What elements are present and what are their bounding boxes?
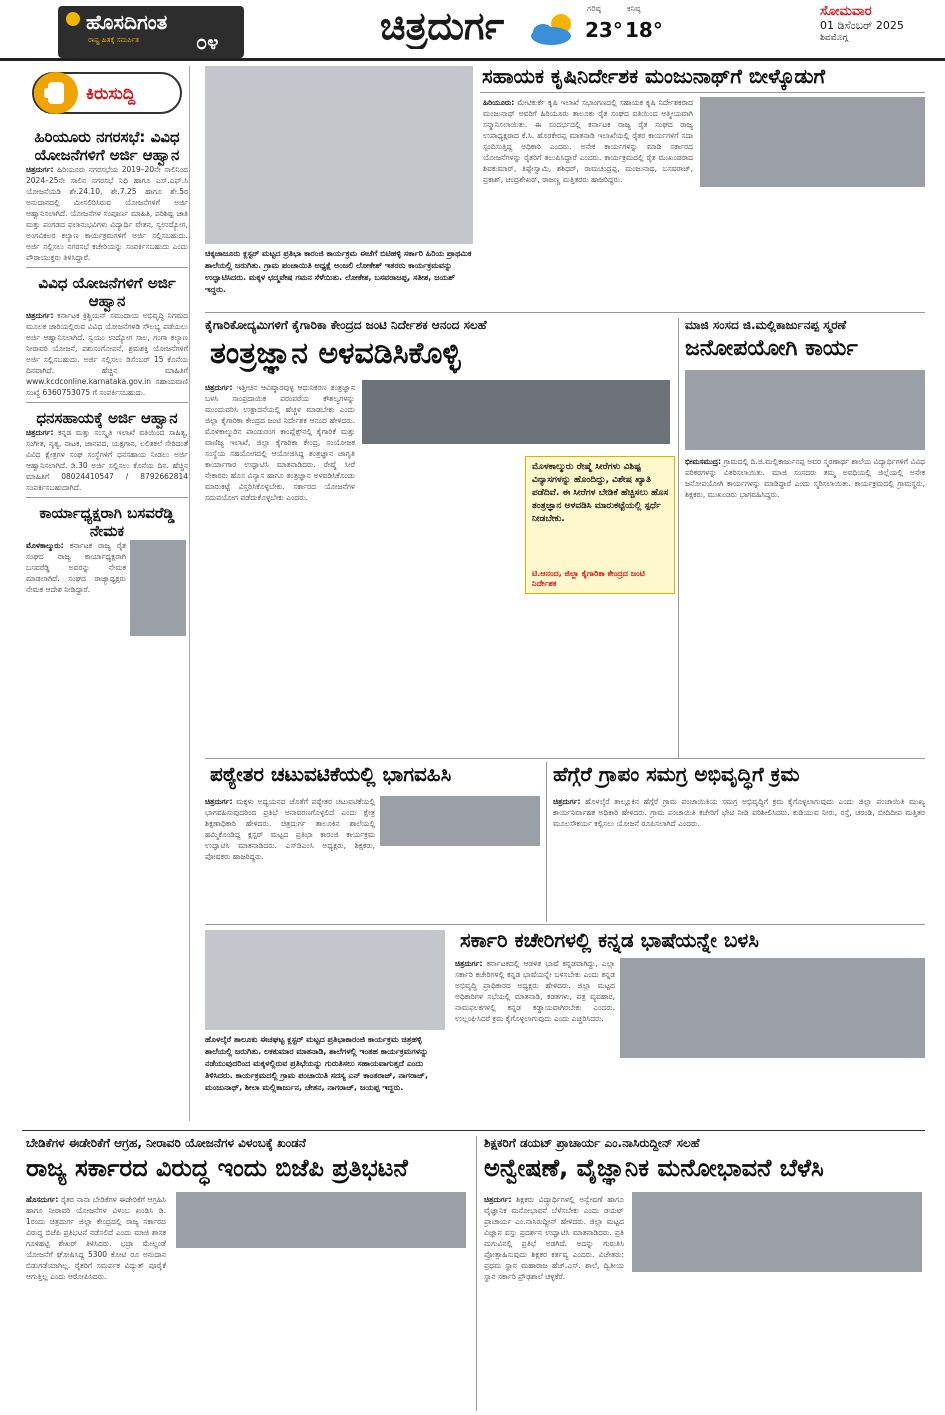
masthead-rule	[0, 58, 945, 61]
story-body: ಚಿತ್ರದುರ್ಗ: ಇತ್ತೀಚಿನ ಆವಿಷ್ಕಾರವುಳ್ಳ ಆಧುನಿಕರಣ ತಂತ್ರಜ್ಞಾನ ಬಳಸಿ ಸಾಂಪ್ರದಾಯಿಕ ಪರಂಪರೆಯ ಕೌಶಲ್ಯಗಳನ್ನು ಮುಂದುವರಿಸಿ ಉತ್ಪಾದನೆಯಲ್ಲಿ ಹೆಚ್ಚಳ ಮಾಡಬೇಕು ಎಂದು ಜಿಲ್ಲಾ ಕೈಗಾರಿಕಾ ಕೇಂದ್ರದ ಜಂಟಿ ನಿರ್ದೇಶಕ ಆನಂದ ಹೇಳಿದರು. ಮೊಳಕಾಲ್ಮುರಿನ ಪಾಂಡುರಂಗ ಕಾಂಪ್ಲೆಕ್ಸ್‌ನಲ್ಲಿ ಕೈಗಾರಿಕೆ ಮತ್ತು ವಾಣಿಜ್ಯ ಇಲಾಖೆ, ಜಿಲ್ಲಾ ಕೈಗಾರಿಕಾ ಕೇಂದ್ರ, ಸಂಯೋಜಕ ಸಂಸ್ಥೆಯ ಸಹಯೋಗದಲ್ಲಿ ಆಯೋಜಿಸಿದ್ದ ತಂತ್ರಜ್ಞಾನ ಜಾಗೃತಿ ಕಾರ್ಯಾಗಾರ ಉದ್ಘಾಟಿಸಿ ಮಾತನಾಡಿದರು. ರೇಷ್ಮೆ ಸೀರೆ ನೇಕಾರರು ಹೊಸ ವಿನ್ಯಾಸ ಹಾಗೂ ತಂತ್ರಜ್ಞಾನ ಅಳವಡಿಸಿಕೊಂಡು ಮಾರುಕಟ್ಟೆ ವಿಸ್ತರಿಸಿಕೊಳ್ಳಬೇಕು. ಸರ್ಕಾರದ ಯೋಜನೆಗಳ ಸದುಪಯೋಗ ಪಡೆದುಕೊಳ್ಳಬೇಕು ಎಂದರು.	[205, 383, 355, 502]
brief-body: ಚಿತ್ರದುರ್ಗ: ಕರ್ನಾಟಕ ಕ್ರಿಶ್ಚಿಯನ್ ಸಮುದಾಯ ಅಭಿವೃದ್ಧಿ ನಿಗಮದ ಮೂಲಕ ಜಾರಿಯಲ್ಲಿರುವ ವಿವಿಧ ಯೋಜನೆಗಳಡಿ ಸೌಲಭ್ಯ ಪಡೆಯಲು ಅರ್ಜಿ ಆಹ್ವಾನಿಸಲಾಗಿದೆ. ಸ್ವಯಂ ಉದ್ಯೋಗ ಸಾಲ, ಗಂಗಾ ಕಲ್ಯಾಣ ನೀರಾವರಿ ಯೋಜನೆ, ಪಶುಸಂಗೋಪನೆ, ಶ್ರಮಶಕ್ತಿ ಯೋಜನೆಗಳಿಗೆ ಅರ್ಜಿ ಸಲ್ಲಿಸಬಹುದು. ಅರ್ಜಿ ಸಲ್ಲಿಸಲು ಡಿಸೆಂಬರ್ 15 ಕೊನೆಯ ದಿನವಾಗಿದೆ. ಹೆಚ್ಚಿನ ಮಾಹಿತಿಗೆ www.kcdconline.karnataka.gov.in ಸಹಾಯವಾಣಿ ಸಂಖ್ಯೆ 6360753075 ಗೆ ಸಂಪರ್ಕಿಸಬಹುದು.	[26, 311, 188, 397]
photo-caption: ಹೊಳಲ್ಕೆರೆ ತಾಲೂಕು ಈಚಘಟ್ಟ ಕ್ಲಸ್ಟರ್ ಮಟ್ಟದ ಪ್ರತಿಭಾಕಾರಂಜಿ ಕಾರ್ಯಕ್ರಮ ಚಿತ್ರಹಳ್ಳಿ ಶಾಲೆಯಲ್ಲಿ ಜರುಗಿತು. ಲಕಕುಮಾರ ಮಾತನಾಡಿ, ಶಾಲೆಗಳಲ್ಲಿ ಇಂತಹ ಕಾರ್ಯಕ್ರಮಗಳನ್ನು ನಡೆಯುವುದರಿಂದ ಮಕ್ಕಳಲ್ಲಿರುವ ಪ್ರತಿಭೆಯನ್ನು ಗುರುತಿಸಲು ಸಹಾಯವಾಗುತ್ತದೆ ಎಂದು ತಿಳಿಸಿದರು. ಕಾರ್ಯಕ್ರಮದಲ್ಲಿ ಗ್ರಾಮ ಪಂಚಾಯಿತಿ ಸದಸ್ಯ ಎನ್ ಕಾಂತರಾಜ್, ನಾಗರಾಜ್, ಮಂಜುನಾಥ್, ಶೀಲಾ ಮಲ್ಲಿಕಾರ್ಜುನ, ಚೇತನ, ನಾಗರಾಜ್, ಜಯಪ್ಪ ಇದ್ದರು.	[205, 1035, 429, 1092]
story-body: ಚಿತ್ರದುರ್ಗ: ಹೊಳಲ್ಕೆರೆ ತಾಲ್ಲೂಕಿನ ಹೆಗ್ಗೆರೆ ಗ್ರಾಮ ಪಂಚಾಯಿತಿಯ ಸಮಗ್ರ ಅಭಿವೃದ್ಧಿಗೆ ಕ್ರಮ ಕೈಗೊಳ್ಳಲಾಗುವುದು ಎಂದು ಜಿಲ್ಲಾ ಪಂಚಾಯಿತಿ ಮುಖ್ಯ ಕಾರ್ಯನಿರ್ವಾಹಕ ಅಧಿಕಾರಿ ಹೇಳಿದರು. ಗ್ರಾಮ ಪಂಚಾಯಿತಿ ಕಚೇರಿಗೆ ಭೇಟಿ ನೀಡಿ ಪರಿಶೀಲಿಸಿದರು. ಕುಡಿಯುವ ನೀರು, ರಸ್ತೆ, ಚರಂಡಿ, ಬೀದಿದೀಪ ಮತ್ತಿತರ ಮೂಲಸೌಕರ್ಯ ಕಲ್ಪಿಸಲು ಯೋಜನೆ ರೂಪಿಸಲಾಗಿದೆ ಎಂದರು.	[553, 797, 925, 828]
photo-bjp-press	[176, 1192, 466, 1248]
briefs-section-header	[32, 72, 182, 114]
story-kicker: ಬೇಡಿಕೆಗಳ ಈಡೇರಿಕೆಗೆ ಆಗ್ರಹ, ನೀರಾವರಿ ಯೋಜನೆಗಳ ವಿಳಂಬಕ್ಕೆ ಖಂಡನೆ	[26, 1136, 306, 1150]
hand-icon	[34, 72, 78, 114]
divider	[678, 318, 679, 758]
portrait-photo	[130, 540, 186, 636]
photo-caption: ಚಿಕ್ಕಜಾಜೂರು ಕ್ಲಸ್ಟರ್ ಮಟ್ಟದ ಪ್ರತಿಭಾ ಕಾರಂಜಿ ಕಾರ್ಯಕ್ರಮ ಈಚೆಗೆ ಬಿಟಿಹಳ್ಳಿ ಸರ್ಕಾರಿ ಹಿರಿಯ ಪ್ರಾಥಮಿಕ ಶಾಲೆಯಲ್ಲಿ ಜರುಗಿತು. ಗ್ರಾಮ ಪಂಚಾಯಿತಿ ಅಧ್ಯಕ್ಷೆ ಅಂಜಲಿ ಲೋಕೇಶ್ ಇತರರು ಕಾರ್ಯಕ್ರಮವನ್ನು ಉದ್ಘಾಟಿಸಿದರು. ಮಕ್ಕಳ ಛದ್ಮವೇಷ ಗಮನ ಸೆಳೆಯಿತು. ಲೋಕೇಶ, ಬಸವರಾಜಪ್ಪ, ಸತೀಶ, ಜಯಶ್ ಇದ್ದರು.	[205, 249, 472, 294]
story-headline: ರಾಜ್ಯ ಸರ್ಕಾರದ ವಿರುದ್ಧ ಇಂದು ಬಿಜೆಪಿ ಪ್ರತಿಭಟನೆ	[26, 1154, 408, 1182]
divider	[22, 1130, 925, 1131]
city-title: ಚಿತ್ರದುರ್ಗ	[380, 4, 505, 48]
min-temp-label: ಕನಿಷ್ಠ	[627, 4, 641, 13]
story-headline: ಅನ್ವೇಷಣೆ, ವೈಜ್ಞಾನಿಕ ಮನೋಭಾವನೆ ಬೆಳೆಸಿ	[484, 1154, 824, 1182]
brand-tagline: ರಾಷ್ಟ್ರ ಹಿತಕ್ಕೆ ಸಮರ್ಪಿತ	[88, 36, 139, 44]
story-kicker: ಕೈಗಾರಿಕೋದ್ಯಮಿಗಳಿಗೆ ಕೈಗಾರಿಕಾ ಕೇಂದ್ರದ ಜಂಟಿ ನಿರ್ದೇಶಕ ಆನಂದ ಸಲಹೆ	[205, 318, 487, 332]
photo-school-event	[205, 66, 473, 244]
temperature-block	[585, 4, 685, 48]
pull-quote	[525, 456, 675, 594]
photo-kannada-meeting	[620, 958, 925, 1058]
weekday: ಸೋಮವಾರ	[820, 4, 872, 19]
brand-name: ಹೊಸದಿಗಂತ	[86, 10, 168, 34]
weather-icon	[525, 10, 585, 50]
brief-body: ಚಿತ್ರದುರ್ಗ: ಹಿರಿಯೂರು ನಗರಸಭೆಯ 2019–20ನೇ ಸಾಲಿನಿಂದ 2024–25ನೇ ಸಾಲಿನ ನಗರಸಭೆ ನಿಧಿ ಹಾಗೂ ಎಸ್.ಎಫ್.ಸಿ ಯೋಜನೆಯಡಿ ಶೇ.24.10, ಶೇ.7.25 ಹಾಗೂ ಶೇ.5ರ ಅನುದಾನದಲ್ಲಿ ಮೀಸಲಿರಿಸಿರುವ ಯೋಜನೆಗಳಿಗೆ ಅರ್ಜಿ ಆಹ್ವಾನಿಸಲಾಗಿದೆ. ಯೋಜನೆಗಳ ಸಂಪೂರ್ಣ ಮಾಹಿತಿ, ಪರಿಶಿಷ್ಟ ಜಾತಿ ಮತ್ತು ಪಂಗಡದ ಫಲಾನುಭವಿಗಳು ವಿದ್ಯಾರ್ಥಿ ವೇತನ, ಸ್ವಉದ್ಯೋಗ, ಅಂಗವಿಕಲರ ಕಲ್ಯಾಣ ಕಾರ್ಯಕ್ರಮಗಳಿಗೆ ಅರ್ಜಿ ಸಲ್ಲಿಸಬಹುದು. ಅರ್ಜಿ ಸಲ್ಲಿಸಲು ನಗರಸಭೆ ಕಚೇರಿಯನ್ನು ಸಂಪರ್ಕಿಸಬಹುದು ಎಂದು ಪೌರಾಯುಕ್ತರು ತಿಳಿಸಿದ್ದಾರೆ.	[26, 165, 188, 262]
date-block	[820, 4, 940, 48]
edition-place: ಶಿವಮೊಗ್ಗ	[820, 33, 848, 43]
brief-body: ಮೊಳಕಾಲ್ಮುರು: ಕರ್ನಾಟಕ ರಾಜ್ಯ ರೈತ ಸಂಘದ ರಾಜ್ಯ ಕಾರ್ಯಾಧ್ಯಕ್ಷರಾಗಿ ಬಸವರೆಡ್ಡಿ ಅವರನ್ನು ನೇಮಕ ಮಾಡಲಾಗಿದೆ. ಸಂಘದ ರಾಜ್ಯಾಧ್ಯಕ್ಷರು ನೇಮಕ ಆದೇಶ ನೀಡಿದ್ದಾರೆ.	[26, 541, 126, 594]
photo-talent-program	[205, 930, 445, 1030]
brief-body: ಚಿತ್ರದುರ್ಗ: ಕನ್ನಡ ಮತ್ತು ಸಂಸ್ಕೃತಿ ಇಲಾಖೆ ವತಿಯಿಂದ ಸಾಹಿತ್ಯ, ಸಂಗೀತ, ನೃತ್ಯ, ನಾಟಕ, ಜಾನಪದ, ಯಕ್ಷಗಾನ, ಲಲಿತಕಲೆ ಸೇರಿದಂತೆ ವಿವಿಧ ಕ್ಷೇತ್ರಗಳ ಸಂಘ ಸಂಸ್ಥೆಗಳಿಗೆ ಧನಸಹಾಯ ನೀಡಲು ಅರ್ಜಿ ಆಹ್ವಾನಿಸಲಾಗಿದೆ. ಡಿ.30 ಅರ್ಜಿ ಸಲ್ಲಿಸಲು ಕೊನೆಯ ದಿನ. ಹೆಚ್ಚಿನ ಮಾಹಿತಿಗೆ 08024410547 / 8792662814 ಸಂಪರ್ಕಿಸಬಹುದಾಗಿದೆ.	[26, 428, 189, 492]
story-kicker: ಶಿಕ್ಷಕರಿಗೆ ಡಯಟ್ ಪ್ರಾಚಾರ್ಯ ಎಂ.ನಾಸಿರುದ್ದೀನ್ ಸಲಹೆ	[484, 1136, 700, 1150]
page-number: ೦೪	[196, 30, 219, 54]
story-headline: ತಂತ್ರಜ್ಞಾನ ಅಳವಡಿಸಿಕೊಳ್ಳಿ	[210, 336, 461, 371]
divider	[476, 1136, 477, 1411]
max-temp: 23°	[585, 18, 623, 42]
photo-memorial	[685, 370, 925, 450]
quote-text: ಮೊಳಕಾಲ್ಮುರು ರೇಷ್ಮೆ ಸೀರೆಗಳು ವಿಶಿಷ್ಟ ವಿನ್ಯಾಸಗಳನ್ನು ಹೊಂದಿದ್ದು, ವಿಶೇಷ ಖ್ಯಾತಿ ಪಡೆದಿವೆ. ಈ ಸೀರೆಗಳ ಬೇಡಿಕೆ ಹೆಚ್ಚಿಸಲು ಹೊಸ ತಂತ್ರಜ್ಞಾನ ಅಳವಡಿಸಿ ಮಾರುಕಟ್ಟೆಯಲ್ಲಿ ಸ್ಪರ್ಧೆ ನೀಡಬೇಕು.	[532, 462, 669, 524]
photo-workshop	[362, 380, 670, 444]
date: 01 ಡಿಸೆಂಬರ್ 2025	[820, 19, 904, 32]
story-headline: ಜನೋಪಯೋಗಿ ಕಾರ್ಯ	[685, 336, 858, 361]
briefs-section-label: ಕಿರುಸುದ್ದಿ	[86, 84, 136, 104]
story-body: ಚಿತ್ರದುರ್ಗ: ಶಿಕ್ಷಕರು ವಿದ್ಯಾರ್ಥಿಗಳಲ್ಲಿ ಅನ್ವೇಷಣೆ ಹಾಗೂ ವೈಜ್ಞಾನಿಕ ಮನೋಭಾವನೆ ಬೆಳೆಸಬೇಕು ಎಂದು ಡಯಟ್ ಪ್ರಾಚಾರ್ಯ ಎಂ.ನಾಸಿರುದ್ದೀನ್ ಹೇಳಿದರು. ಜಿಲ್ಲಾ ಮಟ್ಟದ ವಿಜ್ಞಾನ ವಸ್ತು ಪ್ರದರ್ಶನ ಉದ್ಘಾಟಿಸಿ ಮಾತನಾಡಿದರು. ಪ್ರತಿ ಮಗುವಿನಲ್ಲಿ ಪ್ರತಿಭೆ ಅಡಗಿದೆ. ಅದನ್ನು ಗುರುತಿಸಿ ಪ್ರೋತ್ಸಾಹಿಸುವುದು ಶಿಕ್ಷಕರ ಕರ್ತವ್ಯ ಎಂದರು. ವಿಜೇತರು: ಪ್ರಥಮ ಸ್ಥಾನ ಮಹಾರಾಜ ಹೆಚ್.ಎಸ್. ಶಾಲೆ, ದ್ವಿತೀಯ ಸ್ಥಾನ ಸರ್ಕಾರಿ ಪ್ರೌಢಶಾಲೆ ಚಳ್ಳಕೆರೆ.	[484, 1195, 624, 1281]
sun-logo-icon	[66, 12, 80, 26]
divider	[546, 762, 547, 922]
story-headline: ಹೆಗ್ಗೆರೆ ಗ್ರಾಪಂ ಸಮಗ್ರ ಅಭಿವೃದ್ಧಿಗೆ ಕ್ರಮ	[553, 762, 800, 786]
brief-headline: ಕಾರ್ಯಾಧ್ಯಕ್ಷರಾಗಿ ಬಸವರೆಡ್ಡಿ ನೇಮಕ	[39, 504, 175, 540]
quote-attribution: ಟಿ.ಆನಂದ, ಜಿಲ್ಲಾ ಕೈಗಾರಿಕಾ ಕೇಂದ್ರದ ಜಂಟಿ ನಿರ್ದೇಶಕ	[532, 569, 645, 588]
brief-headline: ವಿವಿಧ ಯೋಜನೆಗಳಿಗೆ ಅರ್ಜಿ ಆಹ್ವಾನ	[38, 274, 176, 310]
briefs-column	[22, 66, 190, 1121]
max-temp-label: ಗರಿಷ್ಠ	[587, 4, 601, 13]
story-body: ಭೀಮಸಮುದ್ರ: ಗ್ರಾಮದಲ್ಲಿ ದಿ.ಜಿ.ಮಲ್ಲಿಕಾರ್ಜುನಪ್ಪ ಅವರ ಸ್ಮರಣಾರ್ಥ ಶಾಲೆಯ ವಿದ್ಯಾರ್ಥಿಗಳಿಗೆ ವಿವಿಧ ಪರಿಕರಗಳನ್ನು ವಿತರಿಸಲಾಯಿತು. ಮಾಜಿ ಸಂಸದರು ತಮ್ಮ ಅವಧಿಯಲ್ಲಿ ಜಿಲ್ಲೆಯಲ್ಲಿ ಅನೇಕ ಜನೋಪಯೋಗಿ ಕಾರ್ಯಗಳನ್ನು ಮಾಡಿದ್ದಾರೆ ಎಂದು ಸ್ಮರಿಸಲಾಯಿತು. ಕಾರ್ಯಕ್ರಮದಲ್ಲಿ ಗ್ರಾಮಸ್ಥರು, ಶಿಕ್ಷಕರು, ಮುಖಂಡರು ಭಾಗವಹಿಸಿದ್ದರು.	[685, 457, 925, 499]
photo-cluster-event	[380, 796, 540, 846]
divider	[205, 312, 925, 313]
divider	[205, 924, 925, 925]
divider	[205, 758, 925, 759]
brief-headline: ಹಿರಿಯೂರು ನಗರಸಭೆ: ವಿವಿಧ ಯೋಜನೆಗಳಿಗೆ ಅರ್ಜಿ ಆಹ್ವಾನ	[34, 128, 180, 164]
min-temp: 18°	[625, 18, 663, 42]
story-headline: ಸರ್ಕಾರಿ ಕಚೇರಿಗಳಲ್ಲಿ ಕನ್ನಡ ಭಾಷೆಯನ್ನೇ ಬಳಸಿ	[460, 928, 759, 952]
brief-headline: ಧನಸಹಾಯಕ್ಕೆ ಅರ್ಜಿ ಆಹ್ವಾನ	[36, 409, 178, 427]
story-headline: ಸಹಾಯಕ ಕೃಷಿನಿರ್ದೇಶಕ ಮಂಜುನಾಥ್‌ಗೆ ಬೀಳ್ಕೊಡುಗೆ	[482, 64, 826, 88]
story-body: ಚಿತ್ರದುರ್ಗ: ಮಕ್ಕಳು ಅಧ್ಯಯನದ ಜೊತೆಗೆ ಪಠ್ಯೇತರ ಚಟುವಟಿಕೆಯಲ್ಲಿ ಭಾಗವಹಿಸುವುದರಿಂದ ಪ್ರತಿಭೆ ಅನಾವರಣಗೊಳ್ಳಲಿದೆ ಎಂದು ಕ್ಷೇತ್ರ ಶಿಕ್ಷಣಾಧಿಕಾರಿ ಹೇಳಿದರು. ಚಿತ್ರದುರ್ಗ ತಾಲೂಕಿನ ಶಾಲೆಯಲ್ಲಿ ಹಮ್ಮಿಕೊಂಡಿದ್ದ ಕ್ಲಸ್ಟರ್ ಮಟ್ಟದ ಪ್ರತಿಭಾ ಕಾರಂಜಿ ಕಾರ್ಯಕ್ರಮ ಉದ್ಘಾಟಿಸಿ ಮಾತನಾಡಿದರು. ಎಸ್‌ಡಿಎಂಸಿ ಅಧ್ಯಕ್ಷರು, ಶಿಕ್ಷಕರು, ಪೋಷಕರು ಹಾಜರಿದ್ದರು.	[205, 797, 375, 861]
photo-science-exhibition	[632, 1192, 922, 1272]
story-body: ಹೊಸದುರ್ಗ: ರೈತರ ನಾನಾ ಬೇಡಿಕೆಗಳ ಈಡೇರಿಕೆಗೆ ಆಗ್ರಹಿಸಿ ಹಾಗೂ ನೀರಾವರಿ ಯೋಜನೆಗಳ ವಿಳಂಬ ಖಂಡಿಸಿ ಡಿ. 1ರಂದು ಚಿತ್ರದುರ್ಗ ಜಿಲ್ಲಾ ಕೇಂದ್ರದಲ್ಲಿ ರಾಜ್ಯ ಸರ್ಕಾರದ ವಿರುದ್ಧ ಬಿಜೆಪಿ ಪ್ರತಿಭಟನೆ ನಡೆಸಲಿದೆ ಎಂದು ಮಾಜಿ ಶಾಸಕ ಗೂಳಿಹಟ್ಟಿ ಶೇಖರ್ ತಿಳಿಸಿದರು. ಭದ್ರಾ ಮೇಲ್ದಂಡೆ ಯೋಜನೆಗೆ ಘೋಷಿಸಿದ್ದ 5300 ಕೋಟಿ ರೂ ಅನುದಾನ ಬಿಡುಗಡೆಯಾಗಿಲ್ಲ. ರೈತರಿಗೆ ಸಮರ್ಪಕ ವಿದ್ಯುತ್ ಪೂರೈಕೆ ಆಗುತ್ತಿಲ್ಲ ಎಂದು ಆರೋಪಿಸಿದರು.	[26, 1195, 166, 1281]
story-body: ಹಿರಿಯೂರು: ಮೇಟಿಕುರ್ಕೆ ಕೃಷಿ ಇಲಾಖೆ ಸಭಾಂಗಣದಲ್ಲಿ ಸಹಾಯಕ ಕೃಷಿ ನಿರ್ದೇಶಕರಾದ ಮಂಜುನಾಥ್ ಅವರಿಗೆ ಹಿರಿಯೂರು ತಾಲೂಕು ರೈತ ಸಂಘದ ವತಿಯಿಂದ ಆತ್ಮೀಯವಾಗಿ ಸನ್ಮಾನಿಸಲಾಯಿತು. ಈ ಸಂದರ್ಭದಲ್ಲಿ ಕರ್ನಾಟಕ ರಾಜ್ಯ ರೈತ ಸಂಘದ ರಾಜ್ಯ ಉಪಾಧ್ಯಕ್ಷರಾದ ಕೆ.ಸಿ. ಹೊರಕೇರಪ್ಪ ಮಾತನಾಡಿ ಇಲಾಖೆಯಲ್ಲಿ ರೈತರ ಕಾರ್ಯಗಳಿಗೆ ಸದಾ ಸ್ಪಂದಿಸುತ್ತಿದ್ದ ಅಧಿಕಾರಿ ಎಂದರು. ಅನೇಕ ಕಾರ್ಯಗಳನ್ನು ಮಾಡಿ ಸರ್ಕಾರದ ಯೋಜನೆಗಳನ್ನು ರೈತರಿಗೆ ತಲುಪಿಸಿದ್ದಾರೆ ಎಂದರು. ಕಾರ್ಯಕ್ರಮದಲ್ಲಿ ರೈತ ಮುಖಂಡರಾದ ಶಿವಕುಮಾರ್, ತಿಪ್ಪೇಸ್ವಾಮಿ, ಶಶಿಧರ್, ರಾಮಚಂದ್ರಪ್ಪ, ಮಂಜುನಾಥ, ಬಸವರಾಜ್, ಪ್ರಕಾಶ್, ಚಂದ್ರಶೇಖರ್, ರಾಜಣ್ಣ ಮತ್ತಿತರರು ಹಾಜರಿದ್ದರು.	[483, 98, 693, 184]
story-kicker: ಮಾಜಿ ಸಂಸದ ಜಿ.ಮಲ್ಲಿಕಾರ್ಜುನಪ್ಪ ಸ್ಮರಣೆ	[685, 318, 847, 332]
divider	[480, 92, 925, 93]
photo-felicitation	[700, 97, 925, 187]
story-body: ಚಿತ್ರದುರ್ಗ: ಕರ್ನಾಟಕದಲ್ಲಿ ಆಡಳಿತ ಭಾಷೆ ಕನ್ನಡವಾಗಿದ್ದು, ಎಲ್ಲಾ ಸರ್ಕಾರಿ ಕಚೇರಿಗಳಲ್ಲಿ ಕನ್ನಡ ಭಾಷೆಯನ್ನೇ ಬಳಸಬೇಕು ಎಂದು ಕನ್ನಡ ಅಭಿವೃದ್ಧಿ ಪ್ರಾಧಿಕಾರದ ಅಧ್ಯಕ್ಷರು ಹೇಳಿದರು. ಜಿಲ್ಲಾ ಮಟ್ಟದ ಅಧಿಕಾರಿಗಳ ಸಭೆಯಲ್ಲಿ ಮಾತನಾಡಿ, ಕಡತಗಳು, ಪತ್ರ ವ್ಯವಹಾರ, ನಾಮಫಲಕಗಳಲ್ಲಿ ಕನ್ನಡ ಕಡ್ಡಾಯವಾಗಿರಬೇಕು ಎಂದರು. ಉಲ್ಲಂಘಿಸಿದರೆ ಕ್ರಮ ಕೈಗೊಳ್ಳಲಾಗುವುದು ಎಂದು ಎಚ್ಚರಿಸಿದರು.	[455, 959, 615, 1023]
story-headline: ಪಠ್ಯೇತರ ಚಟುವಟಿಕೆಯಲ್ಲಿ ಭಾಗವಹಿಸಿ	[210, 762, 452, 786]
